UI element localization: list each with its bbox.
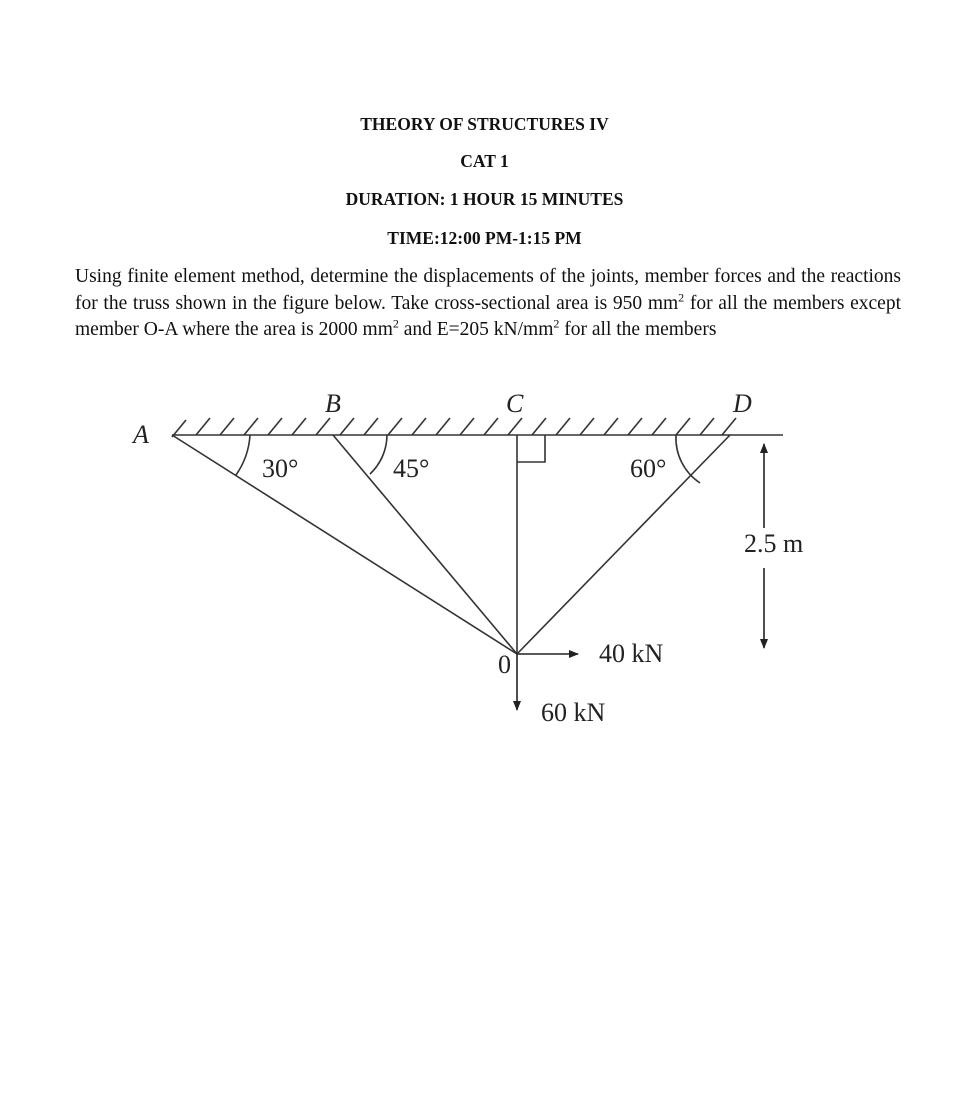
exam-duration: DURATION: 1 HOUR 15 MINUTES	[345, 189, 624, 209]
question-part-1: Using finite element method, determine the displacements of the joints, member forces and the reactions for the truss shown in the figure below. Take cross-sectional area is 950 mm	[75, 266, 901, 314]
support-ground	[172, 418, 783, 437]
right-angle-marker	[517, 435, 545, 462]
node-label-d: D	[733, 389, 752, 418]
load-label-horizontal: 40 kN	[599, 639, 664, 668]
superscript-3: 2	[553, 316, 560, 331]
question-part-2: for all the members except member O-A where the area is 2000 mm	[75, 292, 901, 340]
angle-arc-a	[236, 435, 250, 475]
angle-label-b: 45°	[393, 454, 430, 483]
angle-arc-b	[370, 435, 387, 474]
member-oa	[172, 435, 517, 654]
course-title: THEORY OF STRUCTURES IV	[360, 114, 609, 134]
superscript-1: 2	[678, 290, 685, 304]
node-label-c: C	[506, 389, 524, 418]
angle-label-d: 60°	[630, 454, 667, 483]
exam-time: TIME:12:00 PM-1:15 PM	[387, 228, 582, 248]
node-label-a: A	[133, 420, 149, 449]
angle-arc-d	[676, 435, 700, 483]
question-text	[75, 264, 901, 344]
question-part-4: for all the members	[559, 319, 717, 340]
load-label-vertical: 60 kN	[541, 698, 606, 727]
exam-title: CAT 1	[460, 151, 509, 171]
question-part-3: and E=205 kN/mm	[398, 319, 554, 340]
truss-figure	[0, 380, 969, 740]
superscript-2: 2	[392, 316, 399, 331]
angle-label-a: 30°	[262, 454, 299, 483]
height-label: 2.5 m	[744, 529, 804, 558]
node-label-o: 0	[498, 650, 511, 679]
node-label-b: B	[325, 389, 341, 418]
member-od	[517, 435, 730, 654]
